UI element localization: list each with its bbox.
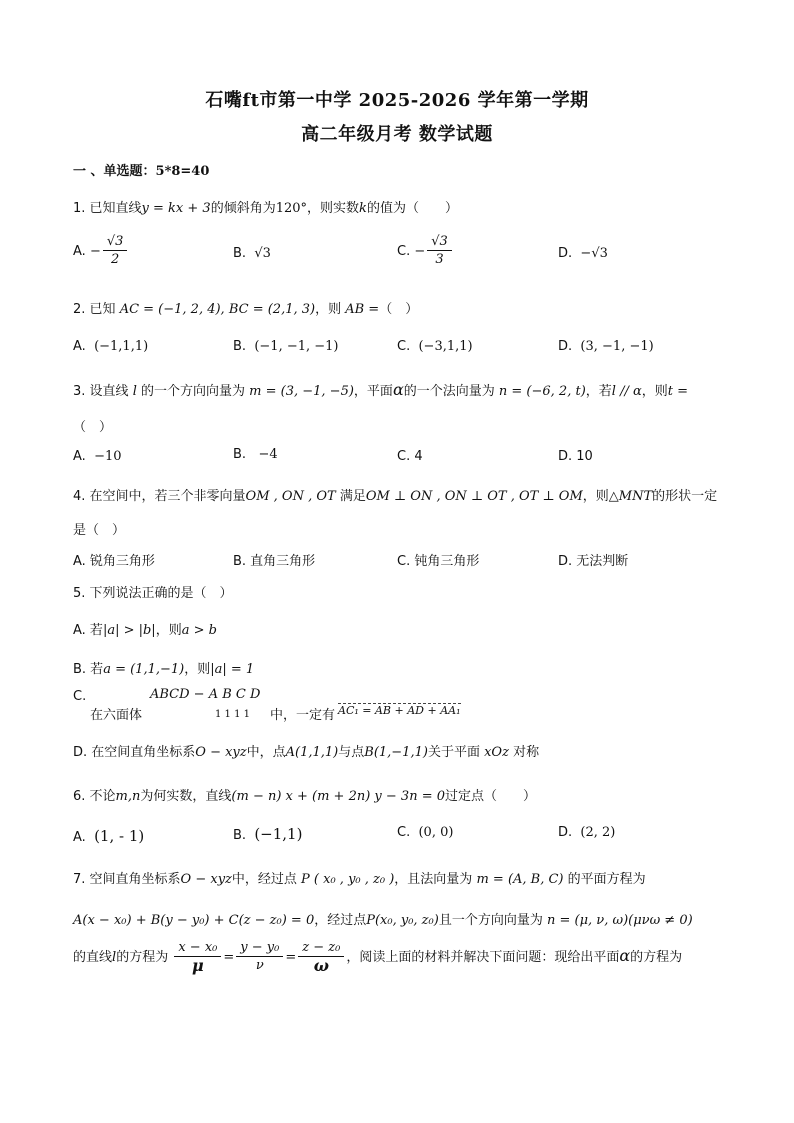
section-heading: 一 、单选题：5*8=40 [73,164,210,179]
q2-option-b: B. (−1, −1, −1) [233,339,339,354]
q1-option-b: B. √3 [233,246,271,261]
q6-option-a: A. (1, - 1) [73,827,145,845]
q5-c-vector-eq: AC₁ = AB + AD + AA₁ [338,704,461,717]
q1-option-d: D. −√3 [558,246,608,261]
q7-fraction-z: $\frac{\text{z − z₀}}{\omega}$ [298,940,344,975]
q1-option-c: C. − $\frac{√3}{3}$ [397,234,454,269]
question-5-stem: 5. 下列说法正确的是（ ） [73,586,233,601]
q6-option-c: C. (0, 0) [397,825,454,840]
q3-option-b: B. −4 [233,447,278,462]
question-6-stem: 6. 不论m,n为何实数，直线(m − n) x + (m + 2n) y − 3n = 0过定点（ ） [73,789,537,804]
q5-c-solid: ABCD − A B C D [150,687,261,702]
q2-option-c: C. (−3,1,1) [397,339,473,354]
q1-a-fraction: $\frac{√3}{2}$ [103,234,128,269]
question-3-stem: 3. 设直线 l 的一个方向向量为 m = (3, −1, −5)，平面α的一个法向量为 n = (−6, 2, t)，若l // α，则t = [73,380,689,399]
question-1-stem: 1. 已知直线y = kx + 3的倾斜角为120°，则实数k的值为（ ） [73,201,458,216]
question-7-line-2: A(x − x₀) + B(y − y₀) + C(z − z₀) = 0，经过点P(x₀, y₀, z₀)且一个方向向量为 n = (μ, ν, ω)(μνω ≠ 0) [73,913,693,928]
q1-c-fraction: $\frac{√3}{3}$ [427,234,452,269]
question-4-stem: 4. 在空间中，若三个非零向量OM , ON , OT 满足OM ⊥ ON , ON ⊥ OT , OT ⊥ OM，则△MNT的形状一定 [73,489,718,504]
q4-option-a: A. 锐角三角形 [73,554,155,569]
exam-subtitle: 高二年级月考 数学试题 [301,124,493,145]
q5-option-c-label: C. [73,689,87,704]
q7-fraction-x: $\frac{\text{x − x₀}}{\mu}$ [174,940,221,975]
q5-option-a: A. 若|a| > |b|，则a > b [73,623,217,638]
q5-c-text: 在六面体 [90,708,143,723]
q3-option-a: A. −10 [73,449,122,464]
q2-option-d: D. (3, −1, −1) [558,339,654,354]
q5-option-d: D. 在空间直角坐标系O − xyz中，点A(1,1,1)与点B(1,−1,1)关于平面 xOz 对称 [73,745,540,760]
q5-c-text-2: 中，一定有 [270,708,336,723]
q4-option-d: D. 无法判断 [558,554,629,569]
q5-c-subscripts: 1 1 1 1 [215,709,250,720]
question-2-stem: 2. 已知 AC = (−1, 2, 4), BC = (2,1, 3)，则 AB =（ ） [73,302,419,317]
q3-option-d: D. 10 [558,449,593,464]
q3-option-c: C. 4 [397,449,423,464]
question-3-paren: （ ） [73,420,113,435]
q5-option-b: B. 若a = (1,1,−1)，则|a| = 1 [73,662,255,677]
question-7-line-3: 的直线l的方程为 $\frac{\text{x − x₀}}{\mu}$ = $\frac{\text{y − y₀}}{\nu}$ = $\frac{\text{z − z₀}}{\omega}$ ，阅读上面的材料并解决下面问题：现给出平面α的方程为 [73,940,683,975]
question-4-stem-cont: 是（ ） [73,523,126,538]
question-7-stem: 7. 空间直角坐标系O − xyz中，经过点 P ( x₀ , y₀ , z₀ )，且法向量为 m = (A, B, C) 的平面方程为 [73,872,646,887]
exam-title: 石嘴ft市第一中学 2025-2026 学年第一学期 [205,90,589,111]
q4-option-b: B. 直角三角形 [233,554,316,569]
q6-option-d: D. (2, 2) [558,825,616,840]
q6-option-b: B. (−1,1) [233,825,303,843]
q4-option-c: C. 钝角三角形 [397,554,480,569]
q7-fraction-y: $\frac{\text{y − y₀}}{\nu}$ [236,940,283,975]
q2-option-a: A. (−1,1,1) [73,339,149,354]
q1-option-a: A. − $\frac{√3}{2}$ [73,234,129,269]
